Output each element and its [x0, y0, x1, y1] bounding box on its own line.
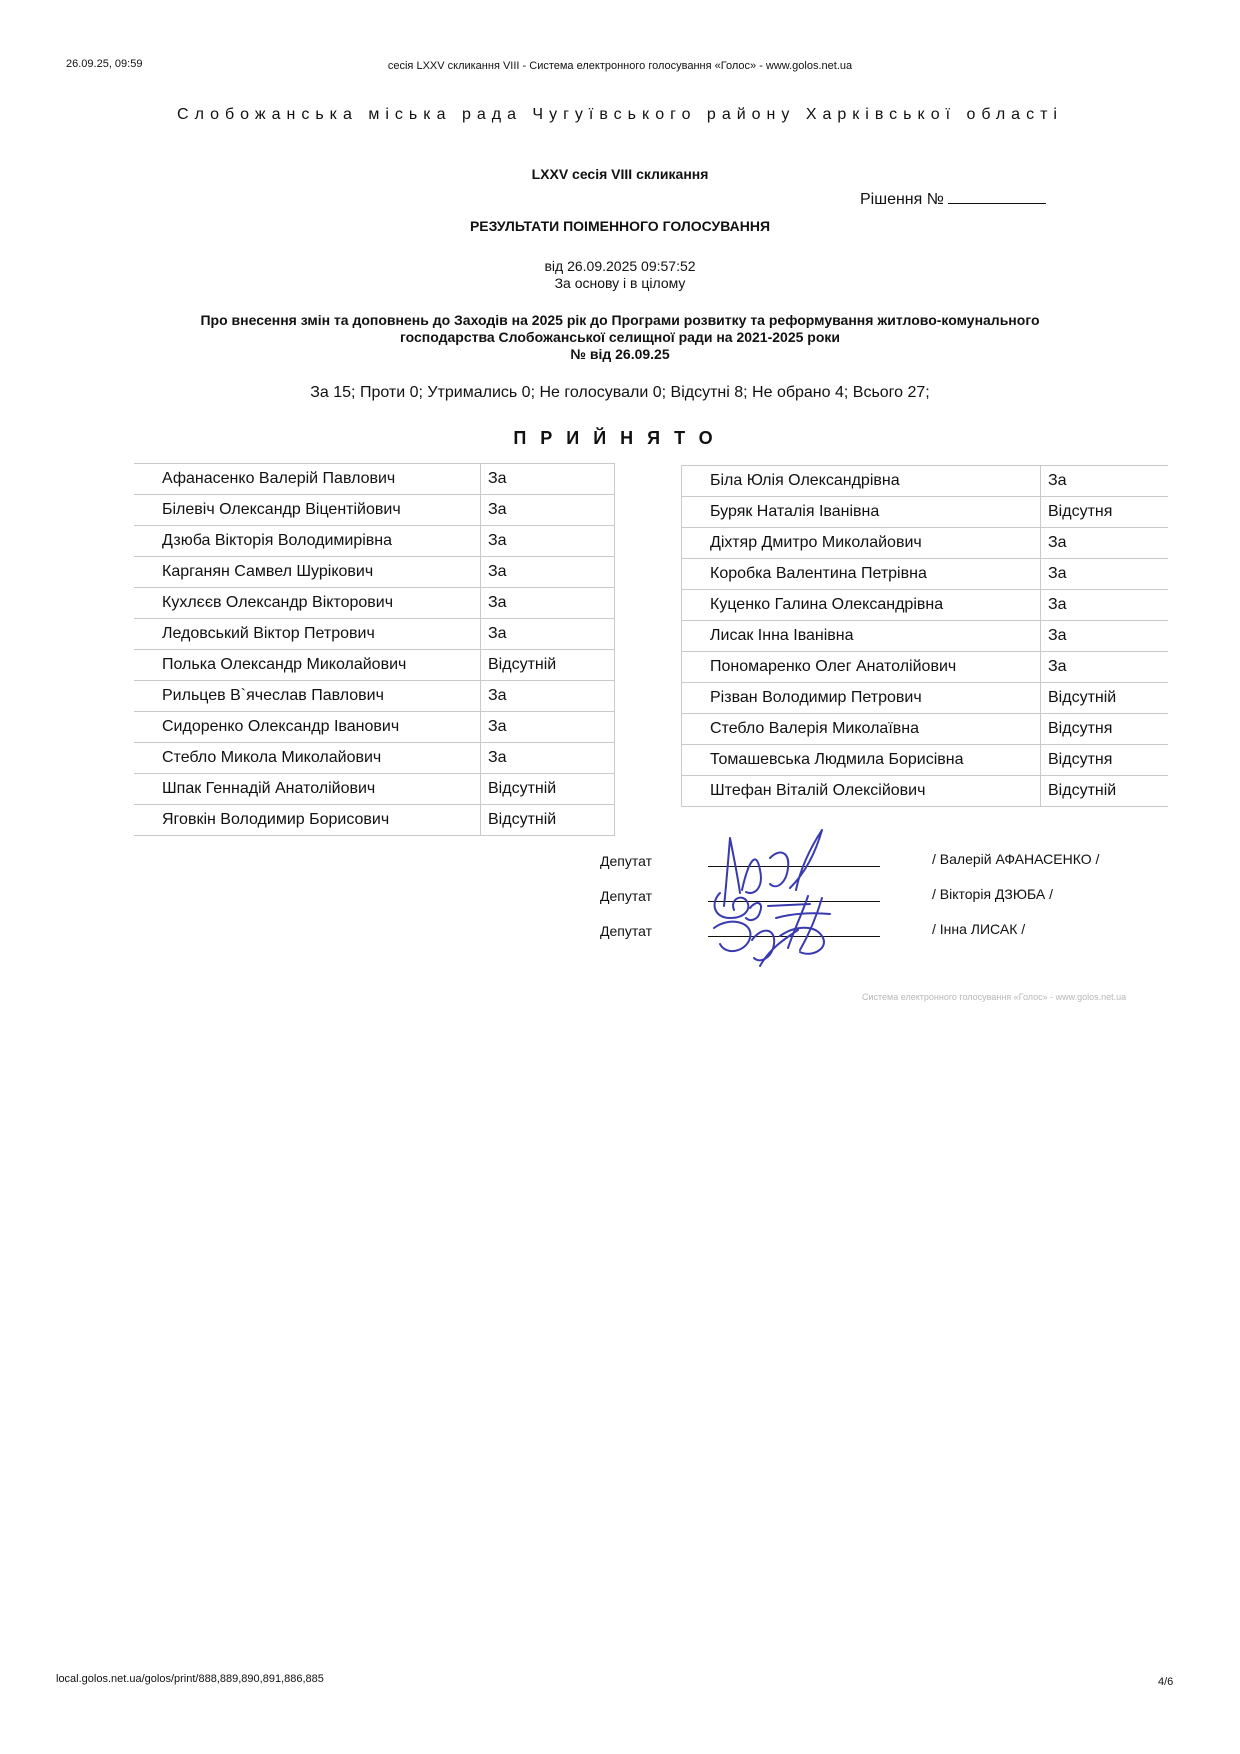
- deputy-name: Ледовський Віктор Петрович: [134, 619, 481, 650]
- results-title: РЕЗУЛЬТАТИ ПОІМЕННОГО ГОЛОСУВАННЯ: [469, 218, 771, 234]
- deputy-vote: За: [1041, 621, 1169, 652]
- vote-row: [682, 714, 1169, 745]
- votes-table-right: [681, 465, 1168, 807]
- deputy-vote: За: [481, 619, 615, 650]
- print-url-link[interactable]: local.golos.net.ua/golos/print/888,889,890,891,886,885: [56, 1673, 324, 1685]
- vote-row: [682, 621, 1169, 652]
- deputy-vote: Відсутня: [1041, 714, 1169, 745]
- signature-name: / Валерій АФАНАСЕНКО /: [932, 851, 1100, 867]
- deputy-name: Білевіч Олександр Віцентійович: [134, 495, 481, 526]
- vote-row: [682, 683, 1169, 714]
- deputy-vote: Відсутній: [481, 650, 615, 681]
- signature-name: / Вікторія ДЗЮБА /: [932, 886, 1053, 902]
- deputy-vote: За: [1041, 652, 1169, 683]
- vote-row: [682, 776, 1169, 807]
- topic-line: господарства Слобожанської селищної ради на 2021-2025 роки: [399, 329, 841, 345]
- vote-row: [682, 466, 1169, 497]
- deputy-name: Сидоренко Олександр Іванович: [134, 712, 481, 743]
- deputy-name: Біла Юлія Олександрівна: [682, 466, 1041, 497]
- deputy-name: Томашевська Людмила Борисівна: [682, 745, 1041, 776]
- deputy-name: Полька Олександр Миколайович: [134, 650, 481, 681]
- footer-system-note: Система електронного голосування «Голос» - www.golos.net.ua: [862, 992, 1127, 1002]
- vote-row: [682, 652, 1169, 683]
- deputy-vote: Відсутній: [481, 805, 615, 836]
- decision-number: [860, 189, 1046, 209]
- deputy-vote: Відсутній: [1041, 776, 1169, 807]
- vote-row: [134, 712, 615, 743]
- topic-line: № від 26.09.25: [570, 346, 670, 362]
- deputy-vote: Відсутня: [1041, 745, 1169, 776]
- decision-label: Рішення №: [860, 191, 944, 208]
- deputy-name: Штефан Віталій Олексійович: [682, 776, 1041, 807]
- deputy-name: Лисак Інна Іванівна: [682, 621, 1041, 652]
- deputy-vote: Відсутній: [481, 774, 615, 805]
- deputy-name: Шпак Геннадій Анатолійович: [134, 774, 481, 805]
- vote-row: [134, 681, 615, 712]
- deputy-vote: Відсутня: [1041, 497, 1169, 528]
- vote-row: [682, 497, 1169, 528]
- deputy-name: Карганян Самвел Шурікович: [134, 557, 481, 588]
- deputy-vote: За: [481, 526, 615, 557]
- vote-row: [134, 805, 615, 836]
- council-name: Слобожанська міська рада Чугуївського району Харківської області: [177, 106, 1063, 123]
- vote-row: [682, 559, 1169, 590]
- deputy-vote: За: [1041, 528, 1169, 559]
- vote-info: [0, 258, 1240, 292]
- deputy-vote: За: [481, 743, 615, 774]
- signature-name: / Інна ЛИСАК /: [932, 921, 1026, 937]
- vote-basis: За основу і в цілому: [554, 275, 686, 291]
- deputy-vote: За: [481, 712, 615, 743]
- deputy-vote: За: [1041, 559, 1169, 590]
- decision-blank-line: [948, 189, 1046, 204]
- votes-table-left: [134, 463, 615, 836]
- print-header-title: сесія LXXV скликання VIII - Система електронного голосування «Голос» - www.golos.net.ua: [387, 60, 853, 72]
- vote-row: [134, 495, 615, 526]
- deputy-name: Афанасенко Валерій Павлович: [134, 464, 481, 495]
- deputy-vote: За: [481, 495, 615, 526]
- deputy-name: Діхтяр Дмитро Миколайович: [682, 528, 1041, 559]
- deputy-name: Куценко Галина Олександрівна: [682, 590, 1041, 621]
- vote-row: [682, 745, 1169, 776]
- page-number: 4/6: [1158, 1676, 1174, 1688]
- vote-row: [134, 774, 615, 805]
- vote-row: [134, 588, 615, 619]
- deputy-vote: За: [1041, 466, 1169, 497]
- deputy-vote: Відсутній: [1041, 683, 1169, 714]
- deputy-name: Пономаренко Олег Анатолійович: [682, 652, 1041, 683]
- signature-role: Депутат: [600, 853, 652, 869]
- handwritten-signatures: [690, 818, 860, 968]
- vote-row: [134, 557, 615, 588]
- vote-summary: За 15; Проти 0; Утримались 0; Не голосували 0; Відсутні 8; Не обрано 4; Всього 27;: [310, 384, 930, 401]
- signature-role: Депутат: [600, 923, 652, 939]
- deputy-vote: За: [481, 557, 615, 588]
- deputy-name: Стебло Микола Миколайович: [134, 743, 481, 774]
- vote-row: [134, 743, 615, 774]
- deputy-name: Рильцев В`ячеслав Павлович: [134, 681, 481, 712]
- vote-date: від 26.09.2025 09:57:52: [544, 258, 696, 274]
- deputy-vote: За: [481, 588, 615, 619]
- vote-row: [682, 528, 1169, 559]
- print-datetime: 26.09.25, 09:59: [66, 58, 143, 70]
- deputy-name: Буряк Наталія Іванівна: [682, 497, 1041, 528]
- deputy-name: Коробка Валентина Петрівна: [682, 559, 1041, 590]
- deputy-name: Кухлєєв Олександр Вікторович: [134, 588, 481, 619]
- signature-role: Депутат: [600, 888, 652, 904]
- vote-row: [134, 619, 615, 650]
- deputy-name: Стебло Валерія Миколаївна: [682, 714, 1041, 745]
- deputy-vote: За: [1041, 590, 1169, 621]
- vote-status: ПРИЙНЯТО: [513, 428, 727, 448]
- vote-row: [682, 590, 1169, 621]
- topic-line: Про внесення змін та доповнень до Заходів на 2025 рік до Програми розвитку та реформування житлово-комунального: [200, 312, 1040, 328]
- session-title: LXXV сесія VIII скликання: [531, 166, 709, 182]
- vote-topic: [130, 312, 1110, 363]
- deputy-vote: За: [481, 464, 615, 495]
- deputy-vote: За: [481, 681, 615, 712]
- deputy-name: Дзюба Вікторія Володимирівна: [134, 526, 481, 557]
- vote-row: [134, 526, 615, 557]
- vote-row: [134, 650, 615, 681]
- deputy-name: Яговкін Володимир Борисович: [134, 805, 481, 836]
- vote-row: [134, 464, 615, 495]
- deputy-name: Різван Володимир Петрович: [682, 683, 1041, 714]
